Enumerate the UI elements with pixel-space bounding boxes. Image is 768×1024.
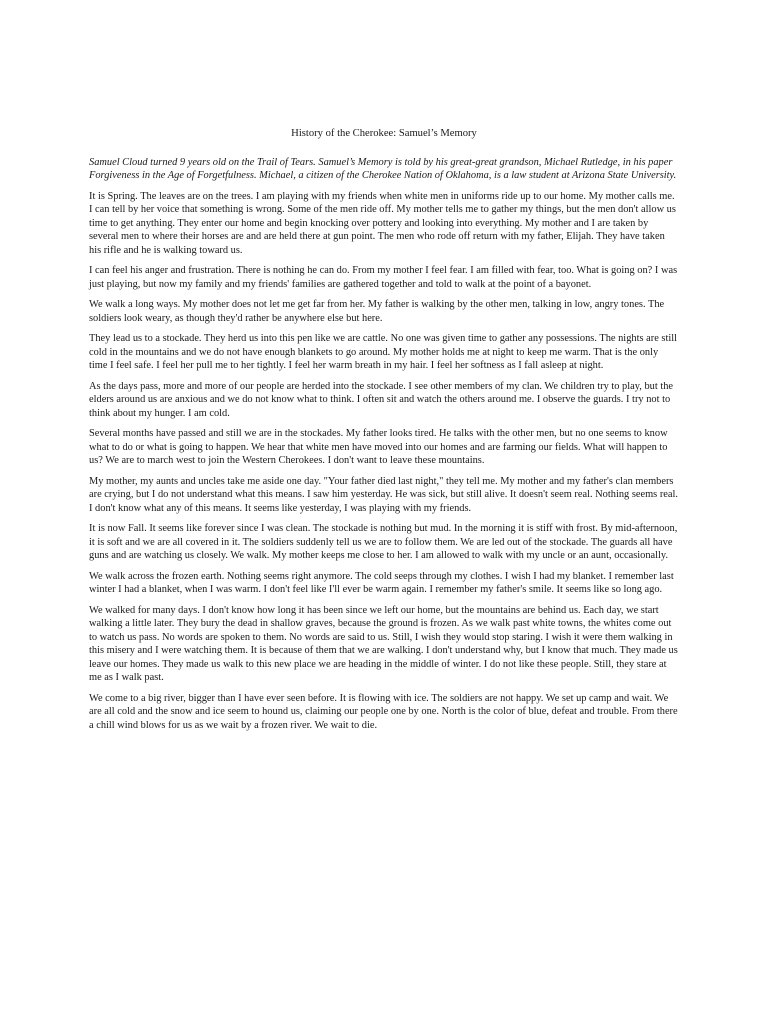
paragraph-11: We come to a big river, bigger than I have ever seen before. It is flowing with ice. The soldiers are not happy. We set up camp and wait. We are all cold and the snow and ice seem to hound us, claiming our people one by one. North is the color of blue, defeat and trouble. From there a chill wind blows for us as we wait by a frozen river. We wait to die. xyxy=(89,692,678,731)
document-title: History of the Cherokee: Samuel’s Memory xyxy=(291,128,477,139)
paragraph-10: We walked for many days. I don't know how long it has been since we left our home, but the mountains are behind us. Each day, we start walking a little later. They bury the dead in shallow graves, because the ground is frozen. As we walk past white towns, the whites come out to watch us pass. No words are spoken to them. No words are said to us. Still, I wish they would stop staring. I wish it were them walking in this misery and I were watching them. It is because of them that we are walking. I don't understand why, but I know that much. They made us leave our homes. They made us walk to this new place we are heading in the middle of winter. I do not like these people. Still, they stare at me as I walk past. xyxy=(89,604,678,683)
paragraph-7: My mother, my aunts and uncles take me aside one day. "Your father died last night," they tell me. My mother and my father's clan members are crying, but I do not understand what this means. I saw him yesterday. He was sick, but still alive. It doesn't seem real. Nothing seems real. I don't know what any of this means. It seems like yesterday, I was playing with my friends. xyxy=(89,475,678,514)
document-page xyxy=(89,127,679,739)
intro-paragraph: Samuel Cloud turned 9 years old on the Trail of Tears. Samuel’s Memory is told by his great-great grandson, Michael Rutledge, in his paper Forgiveness in the Age of Forgetfulness. Michael, a citizen of the Cherokee Nation of Oklahoma, is a law student at Arizona State University. xyxy=(89,156,677,181)
paragraph-1: It is Spring. The leaves are on the trees. I am playing with my friends when white men in uniforms ride up to our home. My mother calls me. I can tell by her voice that something is wrong. Some of the men ride off. My mother tells me to gather my things, but the men don't allow us time to get anything. They enter our home and begin knocking over pottery and looking into everything. My mother and I are taken by several men to where their horses are and are held there at gun point. The men who rode off return with my father, Elijah. They have taken his rifle and he is walking toward us. xyxy=(89,190,676,256)
paragraph-8: It is now Fall. It seems like forever since I was clean. The stockade is nothing but mud. In the morning it is stiff with frost. By mid-afternoon, it is soft and we are all covered in it. The soldiers suddenly tell us we are to follow them. We are led out of the stockade. The guards all have guns and are watching us closely. We walk. My mother keeps me close to her. I am allowed to walk with my uncle or an aunt, occasionally. xyxy=(89,523,678,561)
paragraph-5: As the days pass, more and more of our people are herded into the stockade. I see other members of my clan. We children try to play, but the elders around us are anxious and we do not know what to think. I often sit and watch the others around me. I observe the guards. I try not to think about my hunger. I am cold. xyxy=(89,380,674,419)
paragraph-3: We walk a long ways. My mother does not let me get far from her. My father is walking by the other men, talking in low, angry tones. The soldiers look weary, as though they'd rather be anywhere else but here. xyxy=(89,299,665,324)
paragraph-9: We walk across the frozen earth. Nothing seems right anymore. The cold seeps through my clothes. I wish I had my blanket. I remember last winter I had a blanket, when I was warm. I don't feel like I'll ever be warm again. I remember my father's smile. It seems like so long ago. xyxy=(89,570,674,595)
paragraph-6: Several months have passed and still we are in the stockades. My father looks tired. He talks with the other men, but no one seems to know what to do or what is going to happen. We hear that white men have moved into our homes and are farming our fields. What will happen to us? We are to march west to join the Western Cherokees. I don't want to leave these mountains. xyxy=(89,428,668,466)
paragraph-2: I can feel his anger and frustration. There is nothing he can do. From my mother I feel fear. I am filled with fear, too. What is going on? I was just playing, but now my family and my friends' families are gathered together and told to walk at the point of a bayonet. xyxy=(89,265,678,290)
paragraph-4: They lead us to a stockade. They herd us into this pen like we are cattle. No one was given time to gather any possessions. The nights are still cold in the mountains and we do not have enough blankets to go around. My mother holds me at night to keep me warm. That is the only time I feel safe. I feel her pull me to her tightly. I feel her warm breath in my hair. I feel her softness as I fall asleep at night. xyxy=(89,333,677,371)
